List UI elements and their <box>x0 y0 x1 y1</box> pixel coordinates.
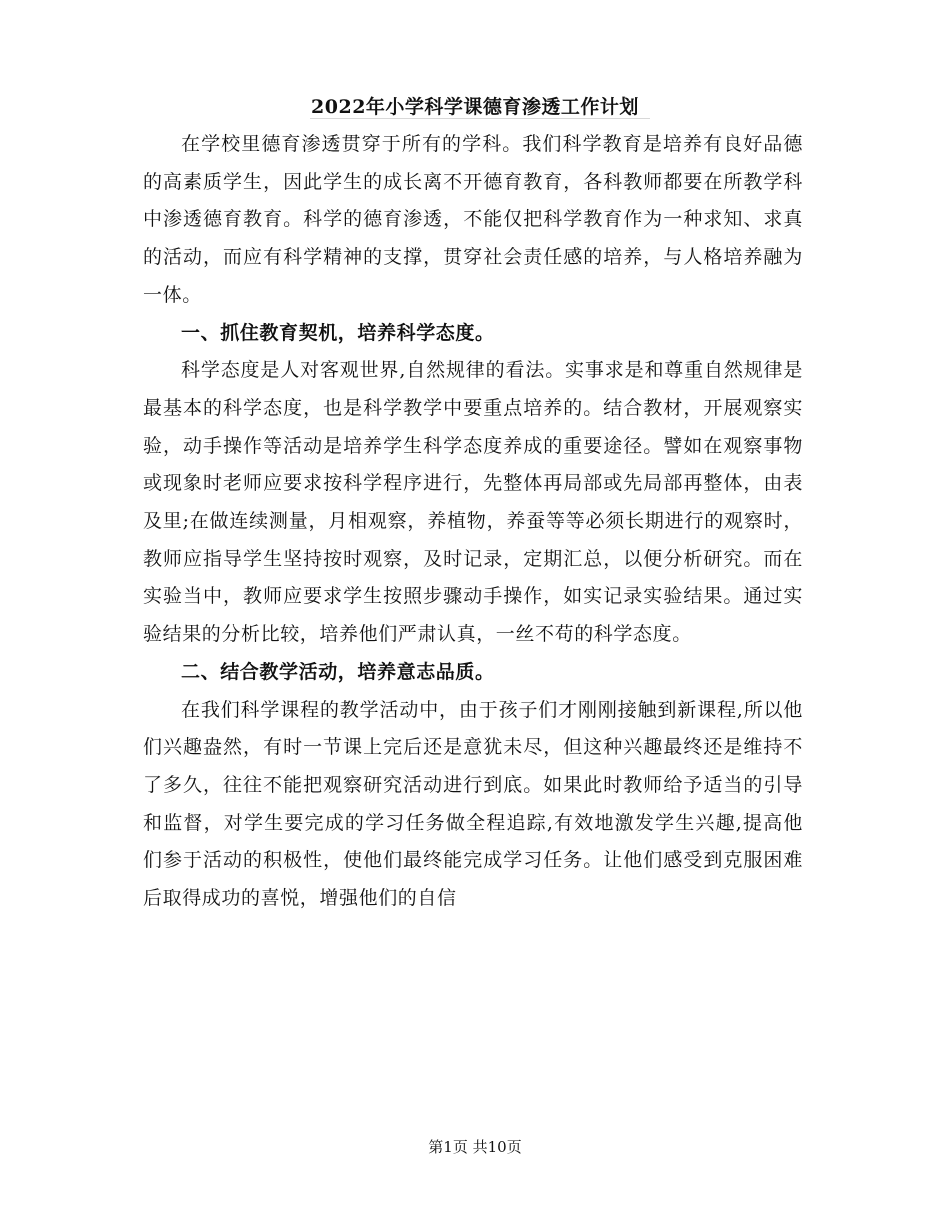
page-footer: 第1页 共10页 <box>428 1138 522 1156</box>
section-1-paragraph: 科学态度是人对客观世界,自然规律的看法。实事求是和尊重自然规律是最基本的科学态度，也是科学教学中要重点培养的。结合教材，开展观察实验，动手操作等活动是培养学生科学态度养成的重要途径。譬如在观察事物或现象时老师应要求按科学程序进行，先整体再局部或先局部再整体，由表及里;在做连续测量，月相观察，养植物，养蚕等等必须长期进行的观察时，教师应指导学生坚持按时观察，及时记录，定期汇总，以便分析研究。而在实验当中，教师应要求学生按照步骤动手操作，如实记录实验结果。通过实验结果的分析比较，培养他们严肃认真，一丝不苟的科学态度。 <box>143 359 803 646</box>
document-body <box>143 126 803 918</box>
section-2-heading: 二、结合教学活动，培养意志品质。 <box>181 660 495 683</box>
intro-paragraph: 在学校里德育渗透贯穿于所有的学科。我们科学教育是培养有良好品德的高素质学生，因此学生的成长离不开德育教育，各科教师都要在所教学科中渗透德育教育。科学的德育渗透，不能仅把科学教育作为一种求知、求真的活动，而应有科学精神的支撑，贯穿社会责任感的培养，与人格培养融为一体。 <box>143 133 803 306</box>
section-2-paragraph: 在我们科学课程的教学活动中，由于孩子们才刚刚接触到新课程,所以他们兴趣盎然，有时一节课上完后还是意犹未尽，但这种兴趣最终还是维持不了多久，往往不能把观察研究活动进行到底。如果此时教师给予适当的引导和监督，对学生要完成的学习任务做全程追踪,有效地激发学生兴趣,提高他们参于活动的积极性，使他们最终能完成学习任务。让他们感受到克服困难后取得成功的喜悦，增强他们的自信 <box>143 698 803 910</box>
section-1-heading: 一、抓住教育契机，培养科学态度。 <box>181 321 495 344</box>
document-title: 2022年小学科学课德育渗透工作计划 <box>311 96 639 118</box>
